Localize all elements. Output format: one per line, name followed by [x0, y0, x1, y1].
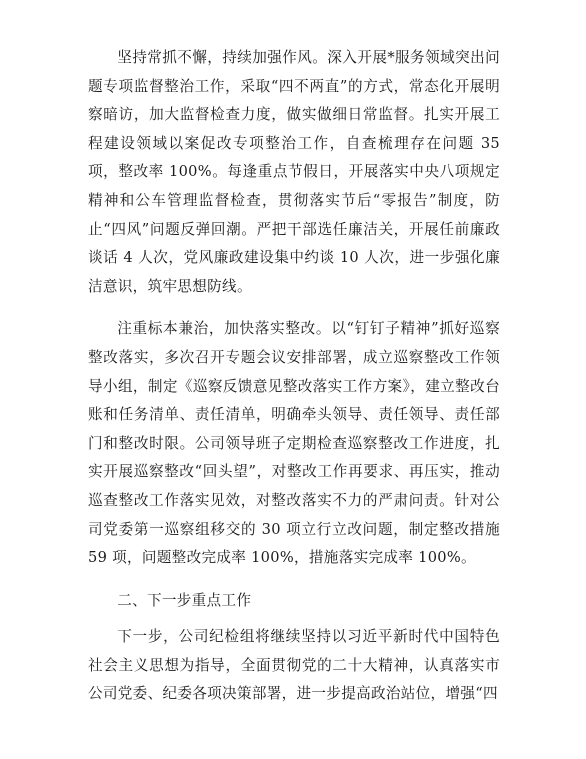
paragraph-next-steps: 下一步，公司纪检组将继续坚持以习近平新时代中国特色社会主义思想为指导，全面贯彻党的二十大精神，认真落实市公司党委、纪委各项决策部署，进一步提高政治站位，增强“四: [88, 628, 500, 703]
paragraph-rectification: 注重标本兼治，加快落实整改。以“钉钉子精神”抓好巡察整改落实，多次召开专题会议安排部署，成立巡察整改工作领导小组，制定《巡察反馈意见整改落实工作方案》，建立整改台账和任务清单、责任清单，明确牵头领导、责任领导、责任部门和整改时限。公司领导班子定期检查巡察整改工作进度，扎实开展巡察整改“回头望”，对整改工作再要求、再压实，推动巡查整改工作落实见效，对整改落实不力的严肃问责。针对公司党委第一巡察组移交的 30 项立行立改问题，制定整改措施 59 项，问题整改完成率 100%，措施落实完成率 100%。: [88, 320, 500, 567]
paragraph-work-style: 坚持常抓不懈，持续加强作风。深入开展*服务领域突出问题专项监督整治工作，采取“四不两直”的方式，常态化开展明察暗访，加大监督检查力度，做实做细日常监督。扎实开展工程建设领域以案促改专项整治工作，自查梳理存在问题 35 项，整改率 100%。每逢重点节假日，开展落实中央八项规定精神和公车管理监督检查，贯彻落实节后“零报告”制度，防止“四风”问题反弹回潮。严把干部选任廉洁关，开展任前廉政谈话 4 人次，党风廉政建设集中约谈 10 人次，进一步强化廉洁意识，筑牢思想防线。: [88, 49, 500, 295]
document-body: [88, 44, 500, 723]
section-heading: 二、下一步重点工作: [117, 591, 252, 609]
